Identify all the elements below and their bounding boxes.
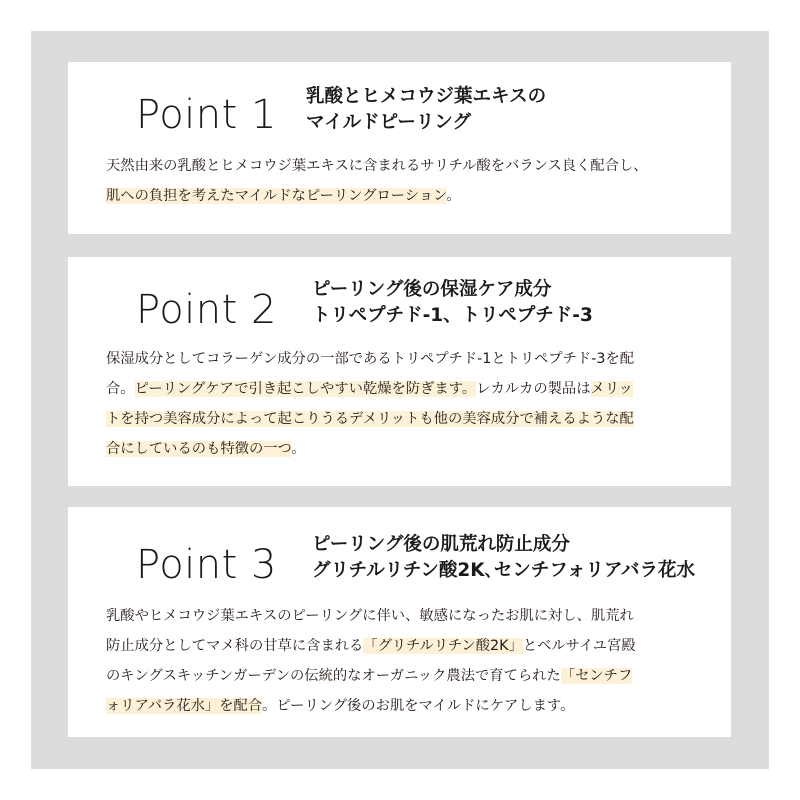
body-line xyxy=(106,151,706,181)
highlighted-text: ォリアバラ花水」を配合 xyxy=(106,698,263,714)
point-card-2 xyxy=(68,257,731,486)
point-heading xyxy=(312,277,593,329)
point-body xyxy=(106,601,706,721)
body-line xyxy=(106,374,706,404)
heading-line: ピーリング後の肌荒れ防止成分 xyxy=(312,534,570,555)
body-text: レカルカの製品は xyxy=(476,381,591,397)
body-text: 保湿成分としてコラーゲン成分の一部であるトリペプチド-1とトリペプチド-3を配 xyxy=(106,351,635,367)
body-line xyxy=(106,631,706,661)
body-text: 。 xyxy=(446,188,461,204)
point-card-3 xyxy=(68,507,731,737)
body-text: 。ピーリング後のお肌をマイルドにケアします。 xyxy=(262,698,575,714)
heading-line: 乳酸とヒメコウジ葉エキスの xyxy=(306,86,547,107)
heading-line: マイルドピーリング xyxy=(306,112,472,133)
body-line xyxy=(106,601,706,631)
body-text: 防止成分としてマメ科の甘草に含まれる xyxy=(106,638,364,654)
body-line xyxy=(106,661,706,691)
highlighted-text: 「グリチルリチン酸2K」 xyxy=(363,638,523,654)
body-text: 合。 xyxy=(106,381,135,397)
point-body xyxy=(106,151,706,211)
body-text: のキングスキッチンガーデンの伝統的なオーガニック農法で育てられた xyxy=(106,668,561,684)
point-label: Point 3 xyxy=(136,542,277,588)
highlighted-text: 「センチフ xyxy=(560,668,633,684)
body-line xyxy=(106,344,706,374)
point-body xyxy=(106,344,706,464)
highlighted-text: トを持つ美容成分によって起こりうるデメリットも他の美容成分で補えるような配 xyxy=(106,411,634,427)
body-text: とベルサイユ宮殿 xyxy=(522,638,636,654)
point-heading xyxy=(312,532,695,584)
body-line xyxy=(106,404,706,434)
point-label: Point 1 xyxy=(136,92,277,138)
body-text: 。 xyxy=(291,441,306,457)
heading-line: トリペプチド-1、トリペプチド-3 xyxy=(312,305,593,326)
body-text: 乳酸やヒメコウジ葉エキスのピーリングに伴い、敏感になったお肌に対し、肌荒れ xyxy=(106,608,634,624)
body-text: 天然由来の乳酸とヒメコウジ葉エキスに含まれるサリチル酸をバランス良く配合し、 xyxy=(106,158,648,174)
heading-line: グリチルリチン酸2K､センチフォリアバラ花水 xyxy=(312,560,695,581)
point-label: Point 2 xyxy=(136,287,277,333)
heading-line: ピーリング後の保湿ケア成分 xyxy=(312,279,552,300)
highlighted-text: 合にしているのも特徴の一つ xyxy=(106,441,292,457)
point-card-1 xyxy=(68,62,731,234)
body-line xyxy=(106,434,706,464)
body-line xyxy=(106,181,706,211)
point-heading xyxy=(306,84,546,136)
highlighted-text: ピーリングケアで引き起こしやすい乾燥を防ぎます。 xyxy=(134,381,477,397)
highlighted-text: メリッ xyxy=(590,381,633,397)
highlighted-text: 肌への負担を考えたマイルドなピーリングローション xyxy=(106,188,447,204)
body-line xyxy=(106,691,706,721)
